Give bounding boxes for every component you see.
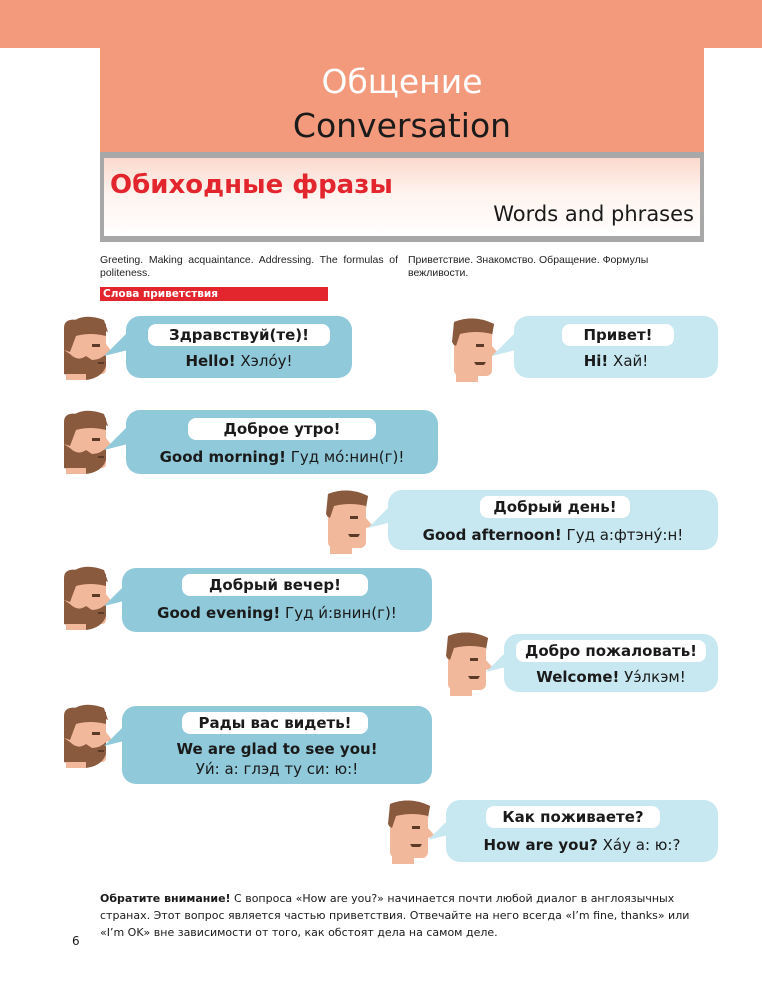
note-text: С вопроса «How are you?» начинается почти любой диалог в англоязычных странах. Этот вопрос является частью приветствия. Отвечайте на него всегда «I’m fine, thanks» или «I’m OK» вне зависимости от того, как обстоят дела на самом деле. — [100, 892, 690, 939]
phrase-pron: Хэло́у! — [240, 352, 293, 370]
phrase-ru: Добрый день! — [480, 496, 630, 518]
note-heading: Обратите внимание! — [100, 892, 231, 905]
phrase-pron: Уэ́лкэм! — [624, 668, 686, 686]
bubble-tail — [492, 330, 516, 358]
phrase-en: Hi! — [583, 352, 609, 370]
phrase-en-line — [446, 836, 718, 854]
phrase-en-line — [388, 526, 718, 544]
phrase-pron: Уи́: а: глэд ту си: ю:! — [195, 760, 359, 778]
phrase-bubble — [122, 568, 432, 632]
phrase-bubble — [514, 316, 718, 378]
phrase-ru: Привет! — [562, 324, 674, 346]
phrase-en-line — [514, 352, 718, 370]
phrase-bubble — [126, 410, 438, 474]
phrase-en: We are glad to see you! — [176, 740, 378, 758]
intro-text-en: Greeting. Making acquaintance. Addressing. The formulas of politeness. — [100, 254, 398, 279]
phrase-en-line — [126, 352, 352, 370]
phrase-en: Hello! — [185, 352, 236, 370]
top-banner — [0, 0, 762, 48]
note-paragraph — [100, 890, 710, 941]
phrase-ru: Здравствуй(те)! — [148, 324, 330, 346]
phrase-en: Good evening! — [157, 604, 281, 622]
phrase-pron: Гуд и́:внин(г)! — [285, 604, 397, 622]
phrase-en: Good morning! — [159, 448, 286, 466]
phrase-bubble — [126, 316, 352, 378]
phrase-en: Good afternoon! — [422, 526, 562, 544]
phrase-bubble — [388, 490, 718, 550]
phrase-pron: Ха́у а: ю:? — [602, 836, 681, 854]
page-header — [100, 48, 704, 152]
phrase-bubble — [122, 706, 432, 784]
subtitle-ru: Обиходные фразы — [110, 170, 393, 200]
bubble-tail — [104, 424, 128, 452]
phrase-ru: Рады вас видеть! — [182, 712, 368, 734]
section-label: Слова приветствия — [100, 287, 328, 301]
phrase-pron: Хай! — [613, 352, 649, 370]
phrase-en: How are you? — [483, 836, 598, 854]
phrase-en-line — [122, 604, 432, 622]
man-icon — [318, 488, 374, 554]
phrase-en-line — [504, 668, 718, 686]
phrase-en: Welcome! — [536, 668, 620, 686]
phrase-ru: Как поживаете? — [486, 806, 660, 828]
bubble-tail — [104, 330, 128, 358]
phrase-ru: Добрый вечер! — [182, 574, 368, 596]
title-en: Conversation — [292, 106, 512, 145]
phrase-en-line — [122, 740, 432, 758]
phrase-en-line — [126, 448, 438, 466]
phrase-pron: Гуд а:фтэну́:н! — [566, 526, 684, 544]
phrase-bubble — [446, 800, 718, 862]
phrase-ru: Добро пожаловать! — [516, 640, 706, 662]
subtitle-en: Words and phrases — [493, 202, 694, 226]
subheading-box — [100, 152, 704, 242]
phrase-ru: Доброе утро! — [188, 418, 376, 440]
title-ru: Общение — [321, 62, 483, 101]
phrase-bubble — [504, 634, 718, 692]
intro-text-ru: Приветствие. Знакомство. Обращение. Формулы вежливости. — [408, 254, 649, 279]
phrase-pron: Гуд мо́:нин(г)! — [290, 448, 405, 466]
page-number: 6 — [72, 934, 80, 948]
